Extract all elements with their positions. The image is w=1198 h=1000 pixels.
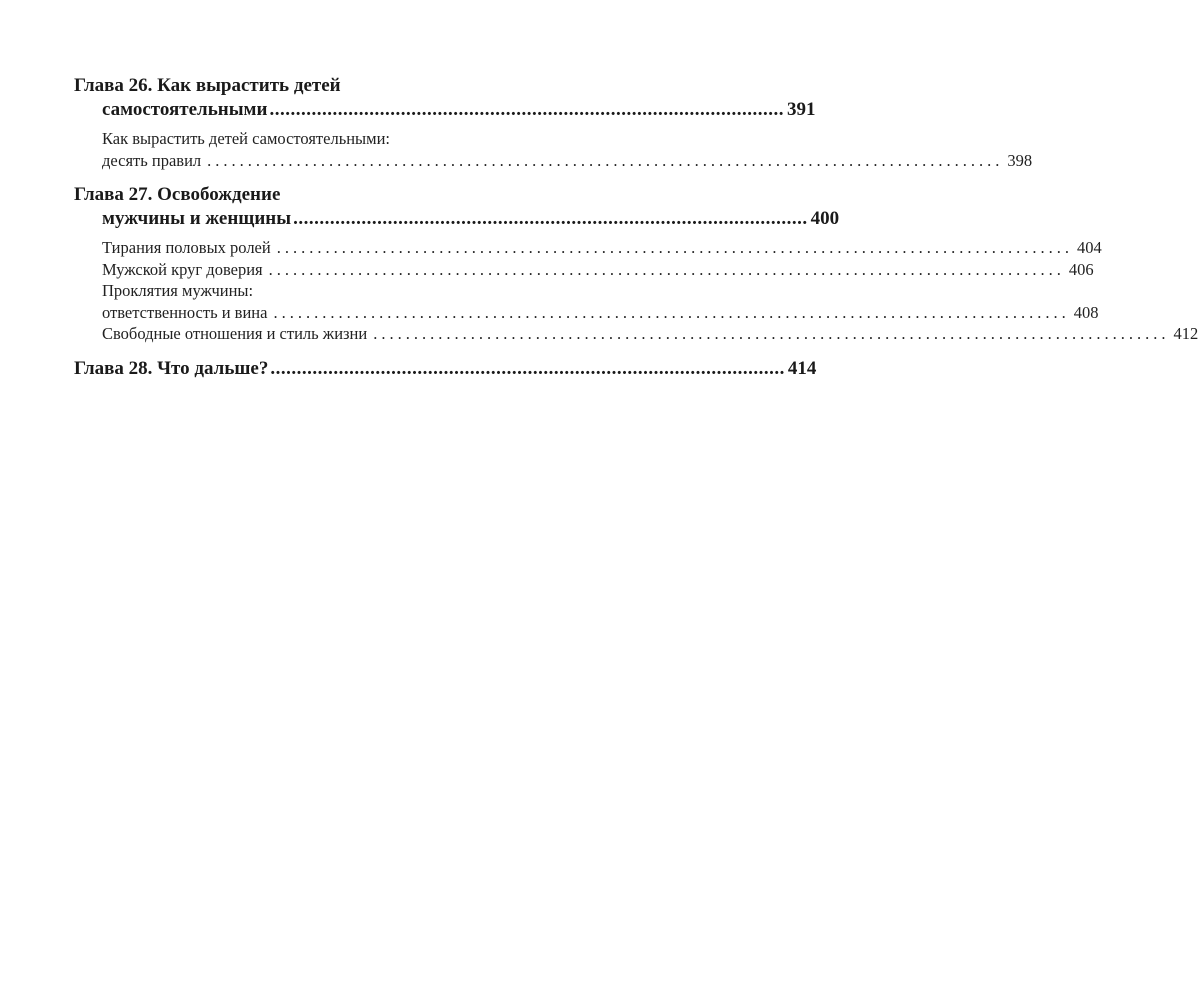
subsection-page-number: 398 bbox=[1007, 150, 1033, 170]
chapter-title-line: Глава 28. Что дальше? bbox=[74, 357, 269, 379]
dot-leader: .................................................................................................. bbox=[207, 150, 1004, 170]
table-of-contents bbox=[74, 74, 1198, 385]
dot-leader: .................................................................................................. bbox=[273, 302, 1070, 322]
chapter-title-line: мужчины и женщины bbox=[102, 208, 292, 229]
chapter-page-number: 391 bbox=[786, 99, 816, 120]
subsection-page-number: 406 bbox=[1068, 259, 1094, 279]
chapter-title-line: самостоятельными bbox=[102, 99, 268, 120]
subsection-page-number: 404 bbox=[1076, 238, 1102, 257]
subsection-page-number: 408 bbox=[1073, 302, 1099, 322]
subsection-entry bbox=[102, 150, 1033, 172]
chapter-title-line: Глава 27. Освобождение bbox=[74, 184, 281, 205]
dot-leader: .................................................................................................. bbox=[373, 324, 1170, 343]
chapter-title-last-line bbox=[74, 98, 816, 122]
subsection-title-line: Свободные отношения и стиль жизни bbox=[102, 324, 368, 343]
subsection-title-line: десять правил bbox=[102, 150, 202, 170]
toc-chapter-27 bbox=[74, 183, 1198, 345]
chapter-page-number: 414 bbox=[787, 357, 817, 379]
chapter-page-number: 400 bbox=[810, 208, 840, 229]
subsection-entry bbox=[102, 302, 1099, 324]
subsection-title-line: Проклятия мужчины: bbox=[102, 281, 254, 300]
chapter-title-last-line bbox=[74, 357, 817, 381]
dot-leader: .................................................................................................. bbox=[276, 238, 1073, 257]
subsection-list bbox=[74, 237, 1198, 345]
toc-chapter-26 bbox=[74, 74, 1033, 171]
chapter-title-line: Глава 26. Как вырастить детей bbox=[74, 75, 341, 96]
subsection-page-number: 412 bbox=[1173, 324, 1198, 343]
subsection-title-line: Как вырастить детей самостоятельными: bbox=[102, 129, 390, 148]
dot-leader: .................................................................................................. bbox=[293, 208, 808, 229]
subsection-title-line: Мужской круг доверия bbox=[102, 259, 263, 279]
dot-leader: .................................................................................................. bbox=[268, 259, 1065, 279]
subsection-list bbox=[74, 128, 1033, 171]
chapter-title-last-line bbox=[74, 207, 840, 231]
toc-chapter-28 bbox=[74, 357, 817, 381]
dot-leader: .................................................................................................. bbox=[270, 357, 785, 379]
subsection-entry bbox=[102, 323, 1198, 345]
subsection-title-line: ответственность и вина bbox=[102, 302, 268, 322]
dot-leader: .................................................................................................. bbox=[269, 99, 784, 120]
subsection-entry bbox=[102, 259, 1094, 281]
subsection-title-line: Тирания половых ролей bbox=[102, 238, 271, 257]
subsection-entry bbox=[102, 237, 1102, 259]
